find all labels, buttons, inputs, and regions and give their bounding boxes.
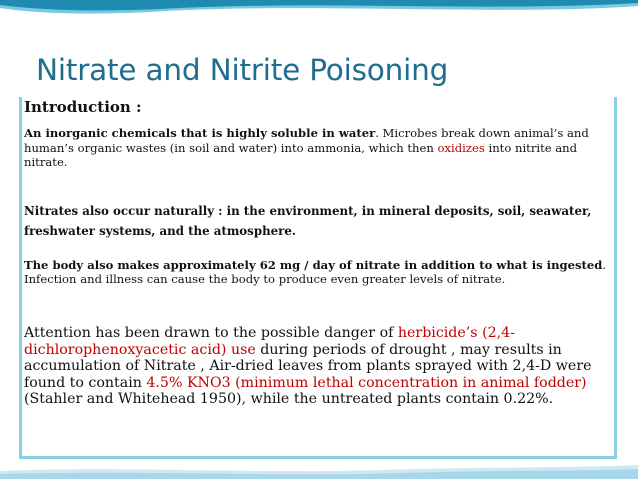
p1-bold: An inorganic chemicals that is highly soluble in water xyxy=(24,126,376,140)
section-heading: Introduction : xyxy=(24,98,142,116)
p4-text-1: Attention has been drawn to the possible danger of xyxy=(24,325,398,341)
p4-red-2: 4.5% KNO3 (minimum lethal concentration in animal fodder) xyxy=(146,374,587,391)
p3-bold: The body also makes approximately 62 mg / day of nitrate in addition to what is ingested xyxy=(24,258,603,272)
p4-text-3: (Stahler and Whitehead 1950), while the untreated plants contain 0.22%. xyxy=(24,391,554,407)
paragraph-body-production xyxy=(24,258,614,286)
paragraph-herbicide xyxy=(24,325,614,408)
p3-text: . Infection and illness can cause the body to produce even greater levels of nitrate. xyxy=(24,258,607,286)
slide-title: Nitrate and Nitrite Poisoning xyxy=(36,53,449,87)
p1-text-end: into nitrite and nitrate. xyxy=(24,140,578,169)
p4-text-2: during periods of drought , may results in accumulation of Nitrate , Air-dried leaves from plants sprayed with 2,4-D were found to contain xyxy=(24,341,592,391)
top-decoration xyxy=(0,0,638,22)
paragraph-natural-occurrence: Nitrates also occur naturally : in the environment, in mineral deposits, soil, seawater, freshwater systems, and the atmosphere. xyxy=(24,204,592,238)
bottom-decoration xyxy=(0,462,638,479)
paragraph-definition xyxy=(24,126,614,170)
p4-red-1: herbicide’s (2,4-dichlorophenoxyacetic acid) use xyxy=(24,325,515,358)
p1-text: . Microbes break down animal’s and human’s organic wastes (in soil and water) into ammonia, which then xyxy=(24,126,589,155)
p1-red: oxidizes xyxy=(437,140,485,155)
